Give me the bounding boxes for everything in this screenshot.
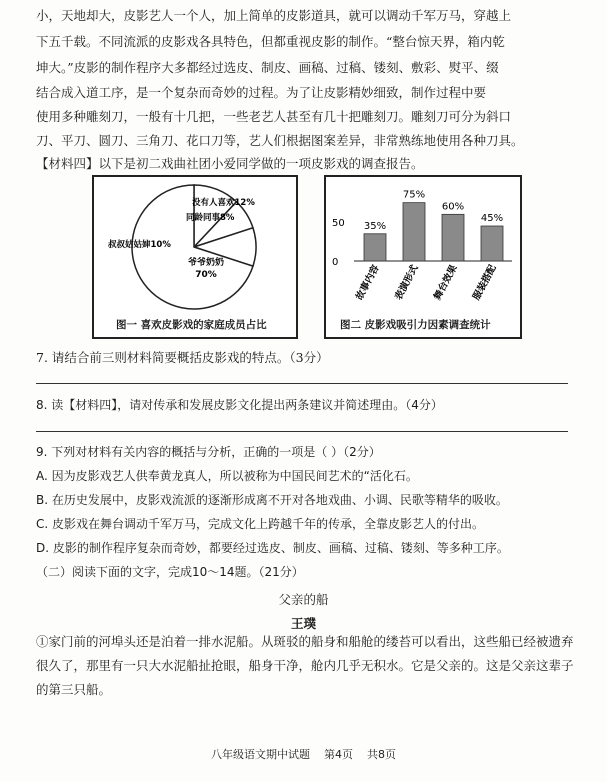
material-four-intro: 【材料四】以下是初二戏曲社团小爱同学做的一项皮影戏的调查报告。	[36, 156, 424, 171]
option-d: D. 皮影的制作程序复杂而奇妙，都要经过选皮、制皮、画稿、过稿、镂刻、等多种工序。	[36, 541, 509, 555]
answer-line[interactable]	[36, 431, 568, 432]
option-b: B. 在历史发展中，皮影戏流派的逐渐形成离不开对各地戏曲、小调、民歌等精华的吸收。	[36, 493, 508, 507]
bar-value-label: 75%	[402, 189, 426, 201]
story-author: 王璞	[290, 616, 316, 631]
option-c: C. 皮影戏在舞台调动千军万马，完成文化上跨越千年的传承，全靠皮影艺人的付出。	[36, 517, 485, 531]
x-tick-label: 表演形式	[393, 263, 421, 302]
y-tick-label: 50	[332, 218, 345, 230]
question-7: 7. 请结合前三则材料简要概括皮影戏的特点。（3分）	[36, 350, 329, 365]
bar-chart-panel	[324, 175, 522, 339]
passage-line-5: 使用多种雕刻刀，一般有十几把，一些老艺人甚至有几十把雕刻刀。雕刻刀可分为斜口	[36, 109, 512, 124]
bar	[403, 203, 425, 261]
bar-value-label: 45%	[480, 213, 504, 224]
page-footer: 八年级语文期中试题 第4页 共8页	[211, 748, 396, 761]
x-tick-label: 舞台效果	[432, 263, 460, 302]
passage-line-4: 结合成入道工序，是一个复杂而奇妙的过程。为了让皮影精妙细致，制作过程中要	[36, 85, 487, 100]
pie-slice-label: 没有人喜欢12%	[192, 198, 255, 208]
bar	[481, 226, 503, 261]
bar	[364, 234, 386, 261]
pie-slice-label: 同龄同事8%	[186, 213, 235, 223]
section-two-heading: （二）阅读下面的文字，完成10～14题。（21分）	[36, 565, 304, 579]
bar-value-label: 35%	[363, 220, 387, 232]
question-9: 9. 下列对材料有关内容的概括与分析，正确的一项是（ ）（2分）	[36, 445, 381, 459]
answer-line[interactable]	[36, 383, 568, 384]
x-tick-label: 服装搭配	[471, 263, 499, 302]
bar	[442, 214, 464, 261]
y-tick-label: 0	[332, 257, 339, 268]
bar-value-label: 60%	[441, 201, 465, 213]
passage-line-3: 坤大。”皮影的制作程序大多都经过选皮、制皮、画稿、过稿、镂刻、敷彩、熨平、缀	[36, 60, 499, 75]
passage-line-2: 下五千载。不同流派的皮影戏各具特色，但都重视皮影的制作。“整台惊天界，箱内乾	[36, 34, 505, 49]
pie-slice-label: 70%	[195, 270, 217, 280]
passage-line-1: 小，天地却大，皮影艺人一个人，加上简单的皮影道具，就可以调动千军万马，穿越上	[36, 8, 512, 23]
question-8: 8. 读【材料四】，请对传承和发展皮影文化提出两条建议并简述理由。（4分）	[36, 398, 443, 412]
pie-chart	[94, 177, 296, 337]
bar-chart	[326, 177, 520, 337]
option-a: A. 因为皮影戏艺人供奉黄龙真人，所以被称为中国民间艺术的“活化石。	[36, 469, 418, 483]
story-title: 父亲的船	[278, 592, 329, 607]
pie-slice-label: 叔叔姑姑婶10%	[108, 240, 171, 250]
pie-chart-caption: 图一 喜欢皮影戏的家庭成员占比	[116, 319, 267, 331]
story-paragraph-1: ①家门前的河埠头还是泊着一排水泥船。从斑驳的船身和船舱的缕苔可以看出，这些船已经被遗弃很久了，那里有一只大水泥船扯抢眼，船身干净，舱内几乎无积水。它是父亲的。这是父亲这辈子的第三只船。	[36, 634, 574, 697]
bar-chart-caption: 图二 皮影戏吸引力因素调查统计	[340, 319, 491, 331]
passage-line-6: 刀、平刀、圆刀、三角刀、花口刀等，艺人们根据图案差异，非常熟练地使用各种刀具。	[36, 133, 524, 148]
x-tick-label: 故事内容	[354, 263, 382, 302]
pie-slice-label: 爷爷奶奶	[187, 258, 225, 268]
pie-chart-panel	[92, 175, 298, 339]
